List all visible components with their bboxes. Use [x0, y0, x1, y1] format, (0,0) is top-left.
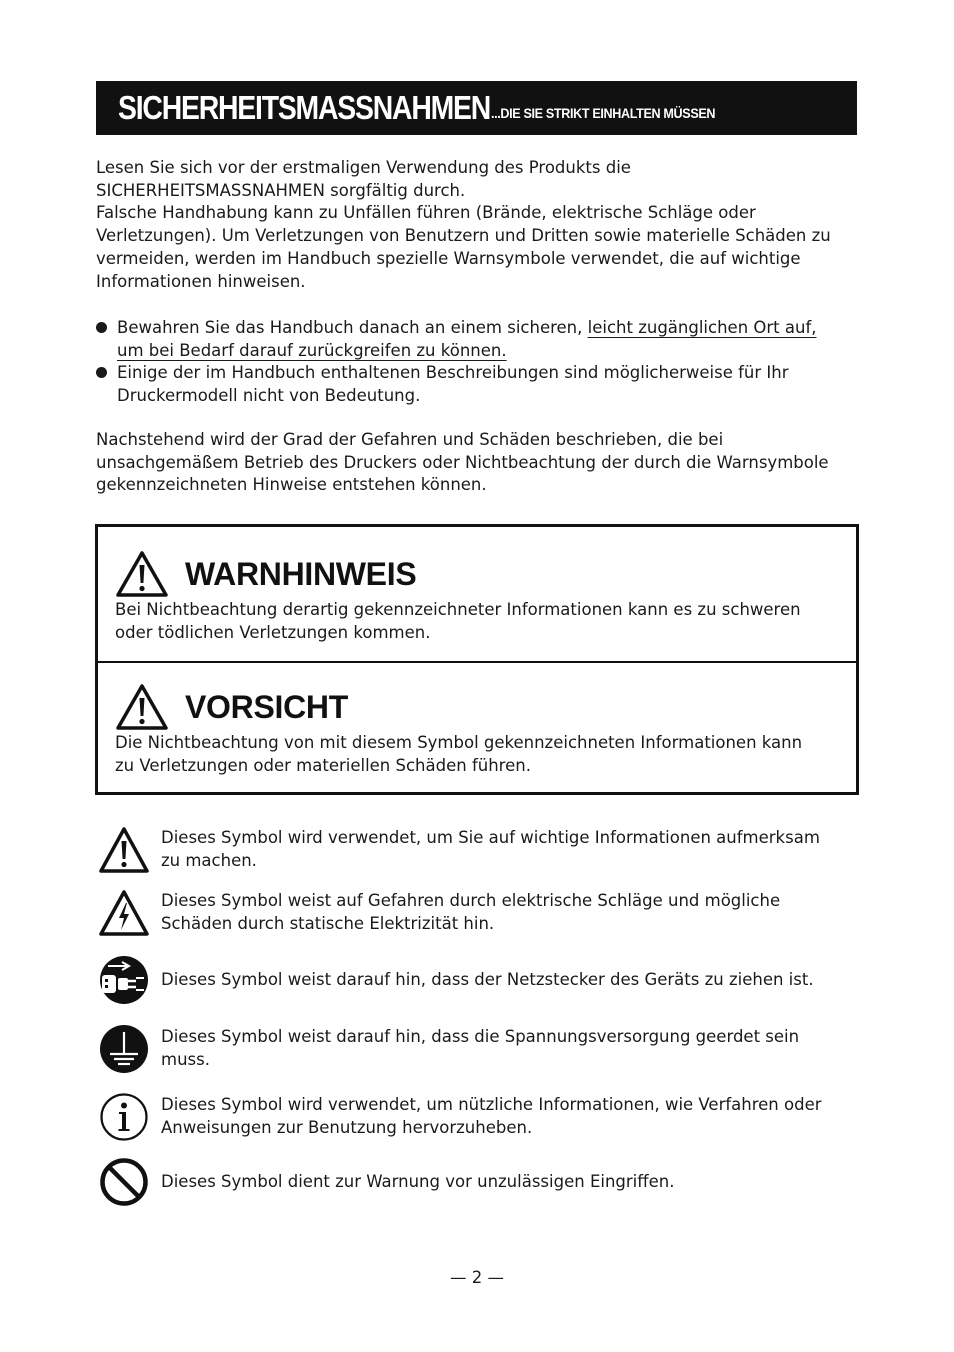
symbol-text-info: [161, 1094, 822, 1139]
info-icon: [99, 1092, 149, 1142]
symbol-text-unplug: [161, 969, 814, 992]
caution-line-2: zu Verletzungen oder materiellen Schäden führen.: [115, 755, 531, 775]
intro-line-1: Lesen Sie sich vor der erstmaligen Verwendung des Produkts die: [96, 158, 631, 177]
intro-line-3: Falsche Handhabung kann zu Unfällen führen (Brände, elektrische Schläge oder: [96, 203, 756, 223]
header-banner: [96, 81, 857, 135]
warning-heading: [115, 549, 836, 599]
symbol-row-info: [98, 1092, 868, 1142]
intro-line-6: Informationen hinweisen.: [96, 271, 306, 291]
symbol-text-prohibited: [161, 1171, 674, 1194]
bullet-2-line-2: Druckermodell nicht von Bedeutung.: [117, 386, 421, 406]
symbol-row-ground: [98, 1024, 868, 1074]
caution-line-1: Die Nichtbeachtung von mit diesem Symbol gekennzeichneten Informationen kann: [115, 733, 803, 752]
symbol-row-electric: [98, 889, 868, 937]
degree-line-2: unsachgemäßem Betrieb des Druckers oder Nichtbeachtung der durch die Warnsymbole: [96, 452, 829, 472]
intro-line-5: vermeiden, werden im Handbuch spezielle Warnsymbole verwendet, die auf wichtige: [96, 248, 801, 268]
warning-section: [115, 549, 836, 644]
warning-line-1: Bei Nichtbeachtung derartig gekennzeichneter Informationen kann es zu schweren: [115, 600, 801, 619]
prohibited-icon: [99, 1157, 149, 1207]
warning-text: [115, 599, 836, 644]
symbol-row-exclamation: [98, 826, 868, 874]
bullet-dot-icon: [96, 322, 107, 333]
box-divider: [98, 661, 856, 663]
page-title: SICHERHEITSMASSNAHMEN: [118, 88, 491, 126]
page-subtitle: ...DIE SIE STRIKT EINHALTEN MÜSSEN: [490, 104, 715, 121]
warning-triangle-icon: [115, 550, 169, 598]
symbol-2-line-1: Dieses Symbol weist darauf hin, dass der Netzstecker des Geräts zu ziehen ist.: [161, 969, 814, 989]
degree-line-1: Nachstehend wird der Grad der Gefahren und Schäden beschrieben, die bei: [96, 430, 724, 449]
hazard-levels-box: [95, 524, 859, 795]
intro-paragraph: [96, 157, 866, 293]
symbol-5-line-1: Dieses Symbol dient zur Warnung vor unzulässigen Eingriffen.: [161, 1171, 675, 1191]
bullet-1-underlined-b: um bei Bedarf darauf zurückgreifen zu können.: [117, 340, 507, 360]
unplug-icon: [98, 954, 150, 1006]
symbol-0-line-2: zu machen.: [161, 851, 257, 870]
electric-shock-triangle-icon: [98, 889, 150, 937]
symbol-0-line-1: Dieses Symbol wird verwendet, um Sie auf wichtige Informationen aufmerksam: [161, 828, 820, 848]
exclamation-triangle-icon: [98, 826, 150, 874]
list-item: [96, 362, 866, 407]
bullet-1-underlined-a: leicht zugänglichen Ort auf,: [587, 318, 817, 337]
symbol-row-unplug: [98, 954, 868, 1006]
bullet-dot-icon: [96, 367, 107, 378]
bullet-1-text: Bewahren Sie das Handbuch danach an einem sicheren,: [117, 318, 588, 337]
symbol-4-line-2: Anweisungen zur Benutzung hervorzuheben.: [161, 1118, 533, 1137]
intro-line-4: Verletzungen). Um Verletzungen von Benutzern und Dritten sowie materielle Schäden zu: [96, 226, 831, 246]
warning-line-2: oder tödlichen Verletzungen kommen.: [115, 622, 431, 642]
caution-section: [115, 682, 836, 777]
intro-line-2: SICHERHEITSMASSNAHMEN sorgfältig durch.: [96, 180, 466, 200]
ground-icon: [99, 1024, 149, 1074]
symbol-1-line-1: Dieses Symbol weist auf Gefahren durch elektrische Schläge und mögliche: [161, 891, 781, 911]
symbol-3-line-1: Dieses Symbol weist darauf hin, dass die Spannungsversorgung geerdet sein: [161, 1027, 800, 1047]
symbol-text-ground: [161, 1026, 799, 1071]
warning-title: WARNHINWEIS: [185, 555, 417, 592]
symbol-1-line-2: Schäden durch statische Elektrizität hin.: [161, 914, 495, 933]
symbol-text-exclamation: [161, 827, 820, 872]
symbol-3-line-2: muss.: [161, 1050, 210, 1069]
symbol-row-prohibited: [98, 1157, 868, 1207]
bullet-list: [96, 317, 866, 408]
degree-line-3: gekennzeichneten Hinweise entstehen können.: [96, 475, 487, 495]
symbol-4-line-1: Dieses Symbol wird verwendet, um nützliche Informationen, wie Verfahren oder: [161, 1095, 822, 1115]
symbol-text-electric: [161, 890, 780, 935]
caution-title: VORSICHT: [185, 688, 348, 725]
warning-triangle-icon: [115, 683, 169, 731]
caution-heading: [115, 682, 836, 732]
page-number: — 2 —: [450, 1268, 504, 1287]
bullet-2-line-1: Einige der im Handbuch enthaltenen Beschreibungen sind möglicherweise für Ihr: [117, 363, 789, 383]
list-item: [96, 317, 866, 362]
caution-text: [115, 732, 836, 777]
hazard-degree-paragraph: [96, 429, 866, 497]
